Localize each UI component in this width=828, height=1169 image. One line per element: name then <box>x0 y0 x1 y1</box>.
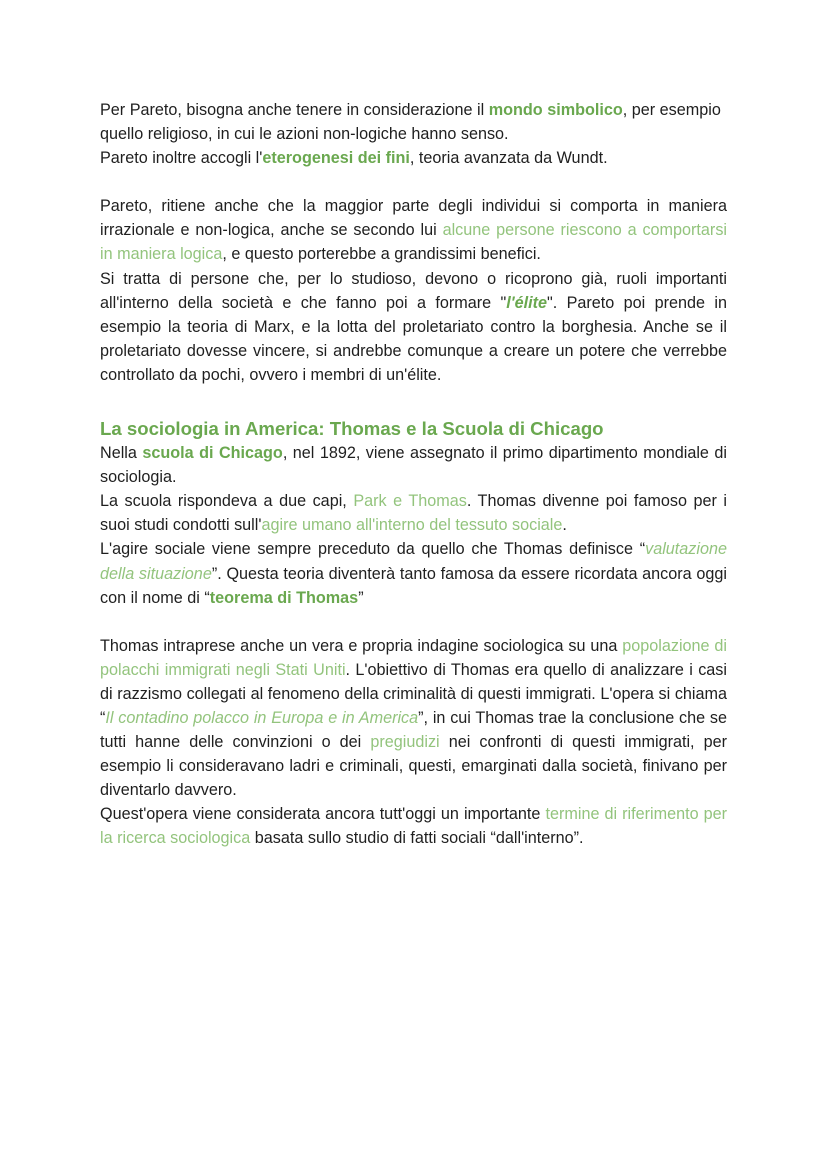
paragraph-opera: Quest'opera viene considerata ancora tutt'oggi un importante termine di riferimento per la ricerca sociologica basata sullo studio di fatti sociali “dall'interno”. <box>100 805 727 848</box>
highlight-alcune-persone: alcune persone riescono a comportarsi in maniera logica <box>100 221 728 264</box>
highlight-teorema-di-thomas: teorema di Thomas <box>209 588 359 607</box>
document-page <box>100 98 727 851</box>
paragraph-mondo-simbolico: Per Pareto, bisogna anche tenere in considerazione il mondo simbolico, per esempio quello religioso, in cui le azioni non-logiche hanno senso. <box>100 101 721 144</box>
highlight-contadino-polacco: Il contadino polacco in Europa e in America <box>105 708 419 727</box>
highlight-scuola-di-chicago: scuola di Chicago <box>142 444 283 463</box>
paragraph-indagine: Thomas intraprese anche un vera e propria indagine sociologica su una popolazione di polacchi immigrati negli Stati Uniti. L'obiettivo di Thomas era quello di analizzare i casi di razzismo collegati al fenomeno della criminalità di questi immigrati. L'opera si chiama “Il contadino polacco in Europa e in America”, in cui Thomas trae la conclusione che se tutti hanne delle convinzioni o dei pregiudizi nei confronti di questi immigrati, per esempio li consideravano ladri e criminali, questi, emarginati dalla società, finivano per diventarlo davvero. <box>100 636 728 800</box>
highlight-eterogenesi-dei-fini: eterogenesi dei fini <box>262 149 410 168</box>
highlight-elite: l'élite <box>506 293 547 312</box>
paragraph-elite: Si tratta di persone che, per lo studioso, devono o ricoprono già, ruoli importanti all'interno della società e che fanno poi a formare "l'élite". Pareto poi prende in esempio la teoria di Marx, e la lotta del proletariato contro la borghesia. Anche se il proletariato dovesse vincere, si andrebbe comunque a creare un potere che verrebbe controllato da pochi, ovvero i membri di un'élite. <box>100 269 727 384</box>
highlight-mondo-simbolico: mondo simbolico <box>488 101 623 119</box>
highlight-popolazione-polacchi: popolazione di polacchi immigrati negli Stati Uniti <box>100 636 727 679</box>
highlight-pregiudizi: pregiudizi <box>370 733 440 752</box>
paragraph-park-thomas: La scuola rispondeva a due capi, Park e Thomas. Thomas divenne poi famoso per i suoi studi condotti sull'agire umano all'interno del tessuto sociale. <box>100 492 728 535</box>
highlight-park-e-thomas: Park e Thomas <box>353 492 467 511</box>
highlight-termine-di-riferimento: termine di riferimento per la ricerca sociologica <box>100 805 727 848</box>
highlight-agire-umano: agire umano all'interno del tessuto sociale <box>261 516 563 535</box>
paragraph-individui: Pareto, ritiene anche che la maggior parte degli individui si comporta in maniera irrazionale e non-logica, anche se secondo lui alcune persone riescono a comportarsi in maniera logica, e questo porterebbe a grandissimi benefici. <box>100 197 728 264</box>
section-heading: La sociologia in America: Thomas e la Scuola di Chicago <box>100 418 604 440</box>
paragraph-scuola-chicago: Nella scuola di Chicago, nel 1892, viene assegnato il primo dipartimento mondiale di sociologia. <box>100 444 727 487</box>
paragraph-eterogenesi: Pareto inoltre accogli l'eterogenesi dei fini, teoria avanzata da Wundt. <box>100 149 608 168</box>
highlight-valutazione-situazione: valutazione della situazione <box>100 540 727 583</box>
paragraph-valutazione: L'agire sociale viene sempre preceduto da quello che Thomas definisce “valutazione della situazione”. Questa teoria diventerà tanto famosa da essere ricordata ancora oggi con il nome di “teorema di Thomas” <box>100 540 727 607</box>
